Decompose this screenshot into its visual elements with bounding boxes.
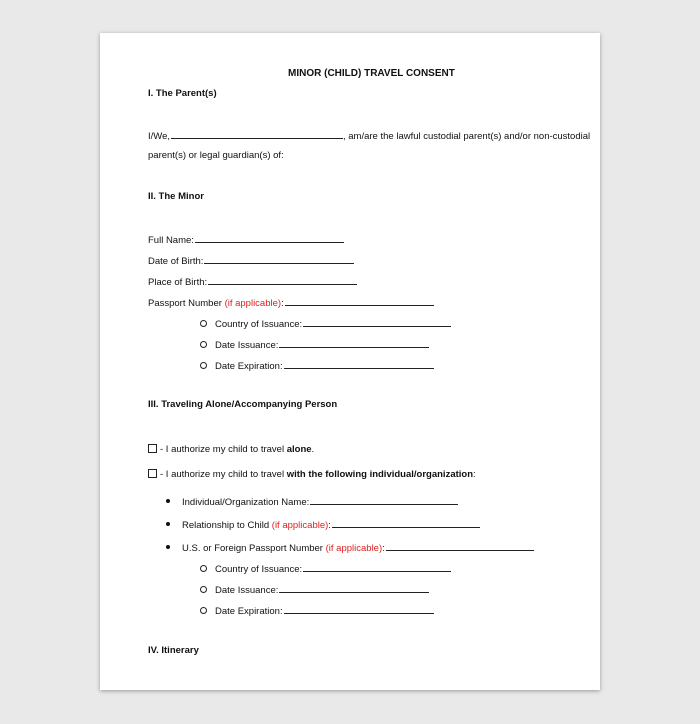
option-with-text: - I authorize my child to travel — [160, 469, 285, 480]
companion-country-label: Country of Issuance: — [215, 564, 303, 575]
document-title: MINOR (CHILD) TRAVEL CONSENT — [288, 68, 455, 79]
section-traveling-heading: III. Traveling Alone/Accompanying Person — [148, 399, 338, 410]
if-applicable-note: (if applicable) — [271, 520, 329, 531]
if-applicable-note: (if applicable) — [224, 298, 282, 309]
document-page — [100, 33, 600, 690]
companion-date-expiration-field[interactable] — [284, 604, 434, 614]
date-of-birth-label: Date of Birth: — [148, 256, 204, 267]
companion-passport-row — [182, 541, 534, 555]
if-applicable-note: (if applicable) — [325, 543, 383, 554]
companion-date-issuance-label: Date Issuance: — [215, 585, 279, 596]
checkbox[interactable] — [148, 469, 157, 478]
org-name-row — [182, 495, 458, 509]
date-expiration-row — [215, 359, 434, 373]
relationship-row — [182, 518, 480, 532]
companion-date-issuance-field[interactable] — [279, 583, 429, 593]
companion-country-field[interactable] — [303, 562, 451, 572]
bullet-icon — [166, 499, 170, 503]
bullet-icon — [166, 522, 170, 526]
parents-line-2: parent(s) or legal guardian(s) of: — [148, 150, 284, 161]
option-with-end: : — [473, 469, 476, 480]
country-of-issuance-row — [215, 317, 451, 331]
org-name-label: Individual/Organization Name: — [182, 497, 310, 508]
section-itinerary-heading: IV. Itinerary — [148, 645, 199, 656]
companion-passport-colon: : — [382, 543, 385, 554]
passport-number-field[interactable] — [285, 296, 434, 306]
section-minor-heading: II. The Minor — [148, 191, 204, 202]
full-name-row — [148, 233, 344, 247]
relationship-field[interactable] — [332, 518, 480, 528]
place-of-birth-row — [148, 275, 357, 289]
travel-with-option — [148, 469, 476, 481]
circle-bullet-icon — [200, 607, 207, 614]
companion-country-row — [215, 562, 451, 576]
companion-passport-field[interactable] — [386, 541, 534, 551]
option-with-bold: with the following individual/organization — [286, 469, 474, 480]
org-name-field[interactable] — [310, 495, 458, 505]
companion-date-expiration-label: Date Expiration: — [215, 606, 283, 617]
section-parents-heading: I. The Parent(s) — [148, 88, 217, 99]
companion-date-issuance-row — [215, 583, 429, 597]
country-of-issuance-label: Country of Issuance: — [215, 319, 303, 330]
date-expiration-label: Date Expiration: — [215, 361, 283, 372]
date-expiration-field[interactable] — [284, 359, 434, 369]
parent-name-field[interactable] — [171, 129, 343, 139]
date-of-birth-field[interactable] — [204, 254, 354, 264]
place-of-birth-field[interactable] — [208, 275, 357, 285]
circle-bullet-icon — [200, 565, 207, 572]
passport-number-row: Passport Number (if applicable): — [148, 296, 434, 310]
travel-alone-option — [148, 444, 314, 456]
relationship-label: Relationship to Child — [182, 520, 270, 531]
date-issuance-label: Date Issuance: — [215, 340, 279, 351]
option-alone-end: . — [311, 444, 315, 455]
circle-bullet-icon — [200, 320, 207, 327]
relationship-colon: : — [328, 520, 331, 531]
date-issuance-row — [215, 338, 429, 352]
bullet-icon — [166, 545, 170, 549]
companion-date-expiration-row — [215, 604, 434, 618]
circle-bullet-icon — [200, 341, 207, 348]
full-name-field[interactable] — [195, 233, 344, 243]
place-of-birth-label: Place of Birth: — [148, 277, 208, 288]
circle-bullet-icon — [200, 362, 207, 369]
full-name-label: Full Name: — [148, 235, 194, 246]
option-alone-text: - I authorize my child to travel — [160, 444, 285, 455]
companion-passport-label: U.S. or Foreign Passport Number — [182, 543, 323, 554]
country-of-issuance-field[interactable] — [303, 317, 451, 327]
circle-bullet-icon — [200, 586, 207, 593]
date-of-birth-row — [148, 254, 354, 268]
date-issuance-field[interactable] — [279, 338, 429, 348]
passport-number-label: Passport Number — [148, 298, 222, 309]
checkbox[interactable] — [148, 444, 157, 453]
option-alone-bold: alone — [286, 444, 312, 455]
parents-prefix: I/We, — [148, 131, 170, 142]
parents-suffix: , am/are the lawful custodial parent(s) and/or non-custodial — [343, 131, 591, 142]
parents-line-1 — [148, 129, 590, 143]
